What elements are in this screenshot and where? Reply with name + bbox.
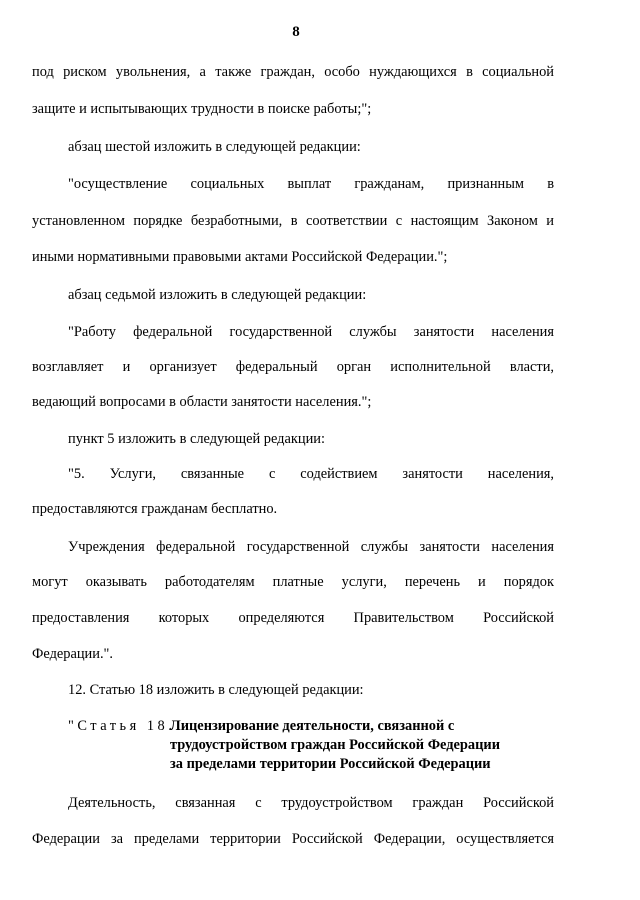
text-line: Деятельность, связанная с трудоустройством граждан Российской (68, 795, 554, 811)
text-line: пункт 5 изложить в следующей редакции: (68, 431, 325, 447)
text-line: "Работу федеральной государственной службы занятости населения (68, 324, 554, 340)
text-line: могут оказывать работодателям платные услуги, перечень и порядок (32, 574, 554, 590)
text-line: Федерации за пределами территории Российской Федерации, осуществляется (32, 831, 554, 847)
text-line: Учреждения федеральной государственной службы занятости населения (68, 539, 554, 555)
text-line: установленном порядке безработными, в соответствии с настоящим Законом и (32, 213, 554, 229)
text-line: абзац шестой изложить в следующей редакции: (68, 139, 361, 155)
text-line: предоставления которых определяются Правительством Российской (32, 610, 554, 626)
article-heading-title: за пределами территории Российской Федерации (170, 756, 491, 772)
article-heading-title: Лицензирование деятельности, связанной с (170, 718, 455, 734)
text-line: абзац седьмой изложить в следующей редакции: (68, 287, 367, 303)
text-line: предоставляются гражданам бесплатно. (32, 501, 278, 517)
text-line: ведающий вопросами в области занятости населения."; (32, 394, 372, 410)
text-line: Федерации.". (32, 646, 114, 662)
text-line: "5. Услуги, связанные с содействием занятости населения, (68, 466, 554, 482)
article-heading-prefix: "Статья 18. (68, 718, 176, 734)
text-line: защите и испытывающих трудности в поиске работы;"; (32, 101, 372, 117)
article-heading-title: трудоустройством граждан Российской Федерации (170, 737, 500, 753)
page-number: 8 (292, 24, 300, 40)
text-line: "осуществление социальных выплат гражданам, признанным в (68, 176, 554, 192)
text-line: иными нормативными правовыми актами Российской Федерации."; (32, 249, 448, 265)
text-line: 12. Статью 18 изложить в следующей редакции: (68, 682, 364, 698)
text-line: под риском увольнения, а также граждан, особо нуждающихся в социальной (32, 64, 554, 80)
text-line: возглавляет и организует федеральный орган исполнительной власти, (32, 359, 554, 375)
